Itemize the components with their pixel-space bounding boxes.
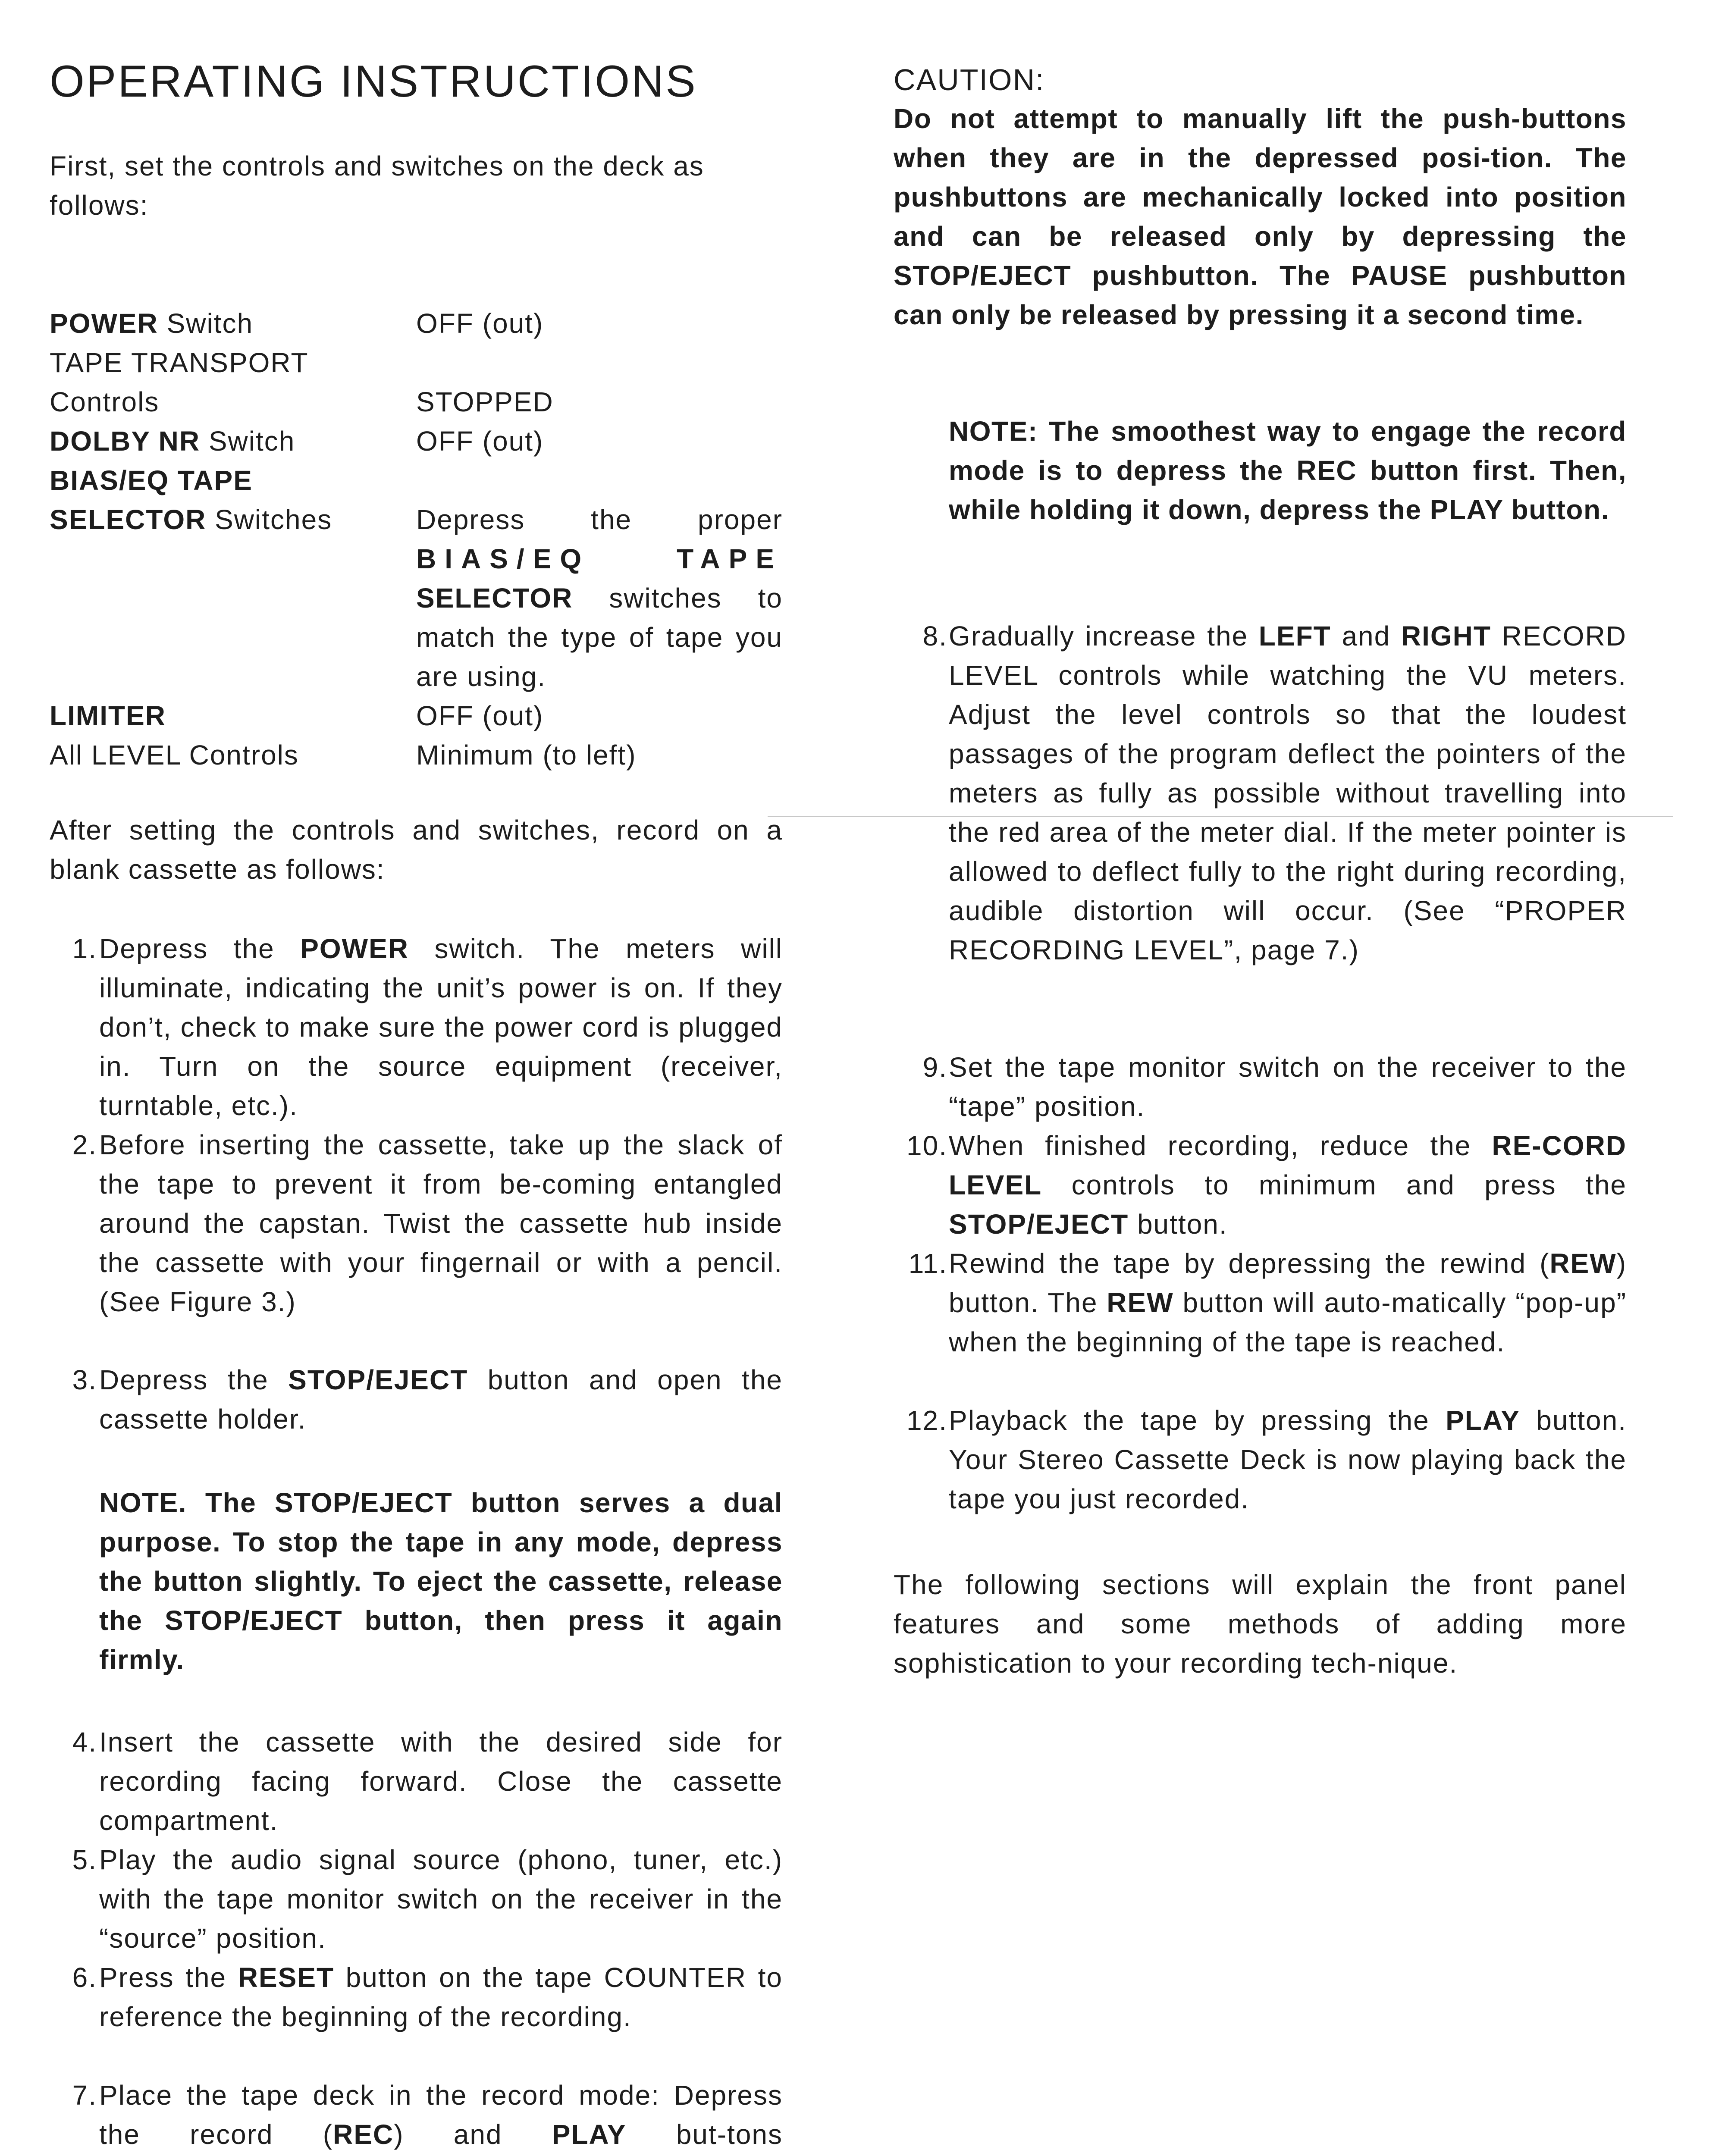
- setting-value-limiter: OFF (out): [416, 700, 544, 731]
- step-number: 3.: [72, 1364, 97, 1395]
- setting-label-bias-eq: BIAS/EQ TAPE: [50, 465, 253, 496]
- note-stop-eject: NOTE. The STOP/EJECT button serves a dual purpose. To stop the tape in any mode, depress the button slightly. To eject the cassette, release the STOP/EJECT button, then press it again firmly.: [99, 1487, 783, 1675]
- setting-value-dolby: OFF (out): [416, 426, 544, 457]
- step-number: 6.: [72, 1962, 97, 1993]
- caution-text: Do not attempt to manually lift the push-buttons when they are in the depressed posi-tion. The pushbuttons are mechanically locked into position and can be released only by depressing the STOP/EJECT pushbutton. The PAUSE pushbutton can only be released by pressing it a second time.: [894, 103, 1627, 330]
- after-setting-text: After setting the controls and switches, record on a blank cassette as follows:: [50, 815, 783, 885]
- note-record-mode: NOTE: The smoothest way to engage the record mode is to depress the REC button first. Then, while holding it down, depress the PLAY button.: [949, 416, 1627, 525]
- setting-label-limiter: LIMITER: [50, 700, 166, 731]
- closing-text: The following sections will explain the front panel features and some methods of adding more sophistication to your recording tech-nique.: [894, 1569, 1627, 1679]
- step-text: Set the tape monitor switch on the receiver to the “tape” position.: [949, 1052, 1627, 1122]
- step-number: 4.: [72, 1727, 97, 1758]
- setting-label-selector: SELECTOR Switches: [50, 504, 332, 535]
- step-number: 10.: [906, 1130, 947, 1161]
- step-number: 12.: [906, 1405, 947, 1436]
- step-text: Depress the POWER switch. The meters will illuminate, indicating the unit’s power is on. If they don’t, check to make sure the power cord is plugged in. Turn on the source equipment (receiver, turntable, etc.).: [99, 933, 783, 1121]
- step-text: When finished recording, reduce the RE-CORD LEVEL controls to minimum and press the STOP/EJECT button.: [949, 1130, 1627, 1240]
- setting-value-power: OFF (out): [416, 308, 544, 339]
- step-text: Gradually increase the LEFT and RIGHT RECORD LEVEL controls while watching the VU meters. Adjust the level controls so that the loudest passages of the program deflect the pointers of the meters as fully as possible without travelling into the red area of the meter dial. If the meter pointer is allowed to deflect fully to the right during recording, audible distortion will occur. (See “PROPER RECORDING LEVEL”, page 7.): [949, 620, 1627, 965]
- page-title: OPERATING INSTRUCTIONS: [50, 56, 697, 107]
- setting-label-tape-transport: TAPE TRANSPORT: [50, 347, 309, 378]
- step-number: 7.: [72, 2080, 97, 2111]
- caution-heading: CAUTION:: [894, 63, 1045, 97]
- setting-label-power: POWER Switch: [50, 308, 254, 339]
- step-text: Insert the cassette with the desired side for recording facing forward. Close the cassette compartment.: [99, 1727, 783, 1836]
- step-text: Press the RESET button on the tape COUNTER to reference the beginning of the recording.: [99, 1962, 783, 2032]
- step-text: Rewind the tape by depressing the rewind (REW) button. The REW button will auto-matically “pop-up” when the beginning of the tape is reached.: [949, 1248, 1627, 1357]
- intro-text: First, set the controls and switches on the deck as follows:: [50, 150, 704, 221]
- setting-label-dolby: DOLBY NR Switch: [50, 426, 295, 457]
- step-number: 5.: [72, 1844, 97, 1875]
- setting-value-selector: Depress the proper BIAS/EQ TAPE SELECTOR switches to match the type of tape you are using.: [416, 504, 783, 692]
- step-number: 9.: [922, 1052, 947, 1083]
- step-text: Depress the STOP/EJECT button and open the cassette holder.: [99, 1364, 783, 1435]
- step-number: 11.: [908, 1248, 947, 1279]
- step-text: Before inserting the cassette, take up the slack of the tape to prevent it from be-coming entangled around the capstan. Twist the cassette hub inside the cassette with your fingernail or with a pencil. (See Figure 3.): [99, 1129, 783, 1317]
- setting-label-all-level: All LEVEL Controls: [50, 740, 299, 771]
- step-number: 2.: [72, 1129, 97, 1160]
- setting-value-controls: STOPPED: [416, 386, 554, 417]
- step-text: Place the tape deck in the record mode: Depress the record (REC) and PLAY but-tons: [99, 2080, 783, 2150]
- setting-label-controls: Controls: [50, 386, 160, 417]
- step-text: Playback the tape by pressing the PLAY button. Your Stereo Cassette Deck is now playing back the tape you just recorded.: [949, 1405, 1627, 1514]
- step-number: 8.: [922, 620, 947, 652]
- setting-value-all-level: Minimum (to left): [416, 740, 637, 771]
- step-number: 1.: [72, 933, 97, 964]
- step-text: Play the audio signal source (phono, tuner, etc.) with the tape monitor switch on the receiver in the “source” position.: [99, 1844, 783, 1954]
